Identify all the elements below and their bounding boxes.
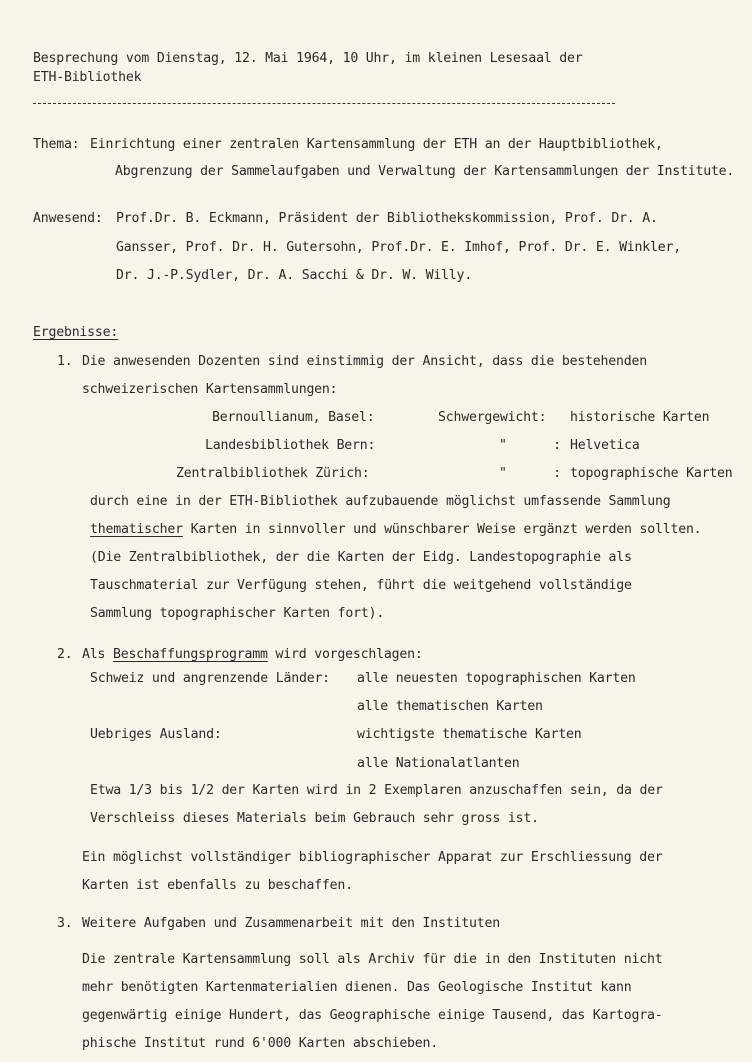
collection-weight: " : <box>499 438 561 453</box>
maps-value: alle neuesten topographischen Karten <box>357 671 636 686</box>
collection-name: Zentralbibliothek Zürich: <box>176 466 370 481</box>
thema-line-1: Einrichtung einer zentralen Kartensammlung der ETH an der Hauptbibliothek, <box>90 137 663 152</box>
item-1-line-7: Sammlung topographischer Karten fort). <box>90 606 385 621</box>
collection-focus: topographische Karten <box>570 466 733 481</box>
collection-focus: Helvetica <box>570 438 640 453</box>
item-3-line-2: mehr benötigten Kartenmaterialien dienen. Das Geologische Institut kann <box>82 980 632 995</box>
item-3-line-3: gegenwärtig einige Hundert, das Geographische einige Tausend, das Kartogra- <box>82 1008 663 1023</box>
maps-value: alle Nationalatlanten <box>357 756 520 771</box>
collection-focus: historische Karten <box>570 410 710 425</box>
collection-weight: Schwergewicht: <box>438 410 547 425</box>
thema-line-2: Abgrenzung der Sammelaufgaben und Verwaltung der Kartensammlungen der Institute. <box>115 164 735 179</box>
item-1-line-4-rest: Karten in sinnvoller und wünschbarer Weise ergänzt werden sollten. <box>182 522 702 537</box>
item-3-title: Weitere Aufgaben und Zusammenarbeit mit den Instituten <box>82 916 500 931</box>
maps-value: alle thematischen Karten <box>357 699 543 714</box>
ergebnisse-heading: Ergebnisse: <box>33 325 119 340</box>
anwesend-line-1: Prof.Dr. B. Eckmann, Präsident der Bibliothekskommission, Prof. Dr. A. <box>116 211 658 226</box>
item-1-line-3: durch eine in der ETH-Bibliothek aufzubauende möglichst umfassende Sammlung <box>90 494 671 509</box>
anwesend-line-3: Dr. J.-P.Sydler, Dr. A. Sacchi & Dr. W. Willy. <box>116 268 473 283</box>
item-2-line-b: Verschleiss dieses Materials beim Gebrauch sehr gross ist. <box>90 811 539 826</box>
region-label: Schweiz und angrenzende Länder: <box>90 671 330 686</box>
item-3-line-1: Die zentrale Kartensammlung soll als Archiv für die in den Instituten nicht <box>82 952 663 967</box>
item-1-line-1: Die anwesenden Dozenten sind einstimmig der Ansicht, dass die bestehenden <box>82 354 647 369</box>
beschaffungsprogramm-underlined: Beschaffungsprogramm <box>112 647 268 662</box>
collection-weight: " : <box>499 466 561 481</box>
item-1-number: 1. <box>57 354 73 369</box>
item-1-line-2: schweizerischen Kartensammlungen: <box>82 382 338 397</box>
anwesend-line-2: Gansser, Prof. Dr. H. Gutersohn, Prof.Dr. E. Imhof, Prof. Dr. E. Winkler, <box>116 240 681 255</box>
item-3-number: 3. <box>57 916 73 931</box>
item-2-post: wird vorgeschlagen: <box>267 647 423 662</box>
item-2-pre: Als <box>82 647 113 662</box>
item-2-line-c: Ein möglichst vollständiger bibliographischer Apparat zur Erschliessung der <box>82 850 663 865</box>
item-1-line-4 <box>90 522 701 538</box>
header-line-2: ETH-Bibliothek <box>33 70 142 85</box>
item-1-line-5: (Die Zentralbibliothek, der die Karten der Eidg. Landestopographie als <box>90 550 632 565</box>
thema-label: Thema: <box>33 137 80 152</box>
dashed-divider <box>33 103 615 104</box>
region-label: Uebriges Ausland: <box>90 727 222 742</box>
item-3-line-4: phische Institut rund 6'000 Karten abschieben. <box>82 1036 439 1051</box>
header-line-1: Besprechung vom Dienstag, 12. Mai 1964, 10 Uhr, im kleinen Lesesaal der <box>33 51 583 66</box>
item-1-line-6: Tauschmaterial zur Verfügung stehen, führt die weitgehend vollständige <box>90 578 632 593</box>
item-2-number: 2. <box>57 647 73 662</box>
thematischer-underlined: thematischer <box>90 522 183 537</box>
maps-value: wichtigste thematische Karten <box>357 727 582 742</box>
item-2-title <box>82 647 423 663</box>
item-2-line-d: Karten ist ebenfalls zu beschaffen. <box>82 878 353 893</box>
anwesend-label: Anwesend: <box>33 211 103 226</box>
item-2-line-a: Etwa 1/3 bis 1/2 der Karten wird in 2 Exemplaren anzuschaffen sein, da der <box>90 783 663 798</box>
collection-name: Bernoullianum, Basel: <box>212 410 375 425</box>
collection-name: Landesbibliothek Bern: <box>205 438 376 453</box>
